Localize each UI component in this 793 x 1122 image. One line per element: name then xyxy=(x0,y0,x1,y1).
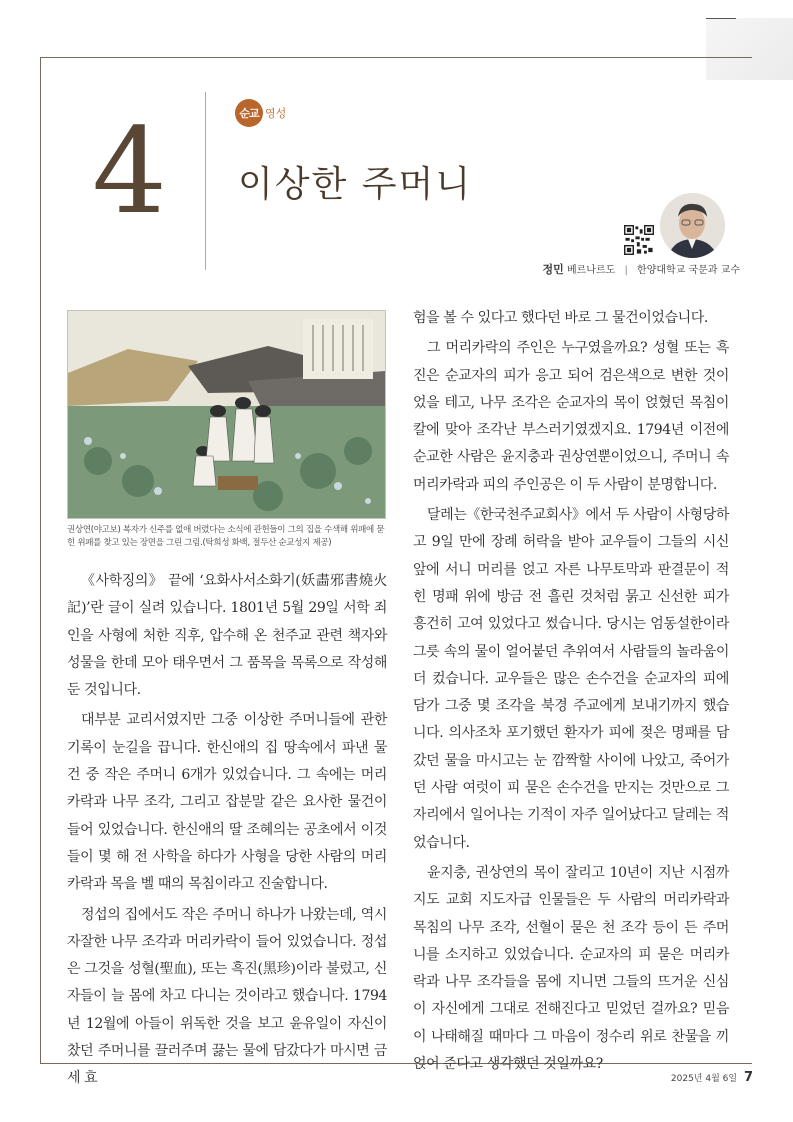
page-title: 이상한 주머니 xyxy=(238,164,473,205)
author-name: 정민 xyxy=(542,263,564,276)
figure-caption: 권상연(야고보) 복자가 신주를 없애 버렸다는 소식에 관헌들이 그의 집을 수색해 위패에 묻힌 위패를 찾고 있는 장면을 그린 그림.(탁희성 화백, 절두산 순교성지 제공) xyxy=(67,525,385,548)
paragraph: 대부분 교리서였지만 그중 이상한 주머니들에 관한 기록이 눈길을 끕니다. 한신애의 집 땅속에서 파낸 물건 중 작은 주머니 6개가 있었습니다. 그 속에는 머리카락과 나무 조각, 그리고 잡분말 같은 요사한 물건이 들어 있었습니다. 한신애의 딸 조혜의는 공초에서 이것들이 몇 해 전 사학을 하다가 사형을 당한 사람의 머리카락과 목을 벨 때의 목침이라고 진술합니다. xyxy=(67,712,387,893)
author-separator: | xyxy=(624,265,628,276)
series-badge xyxy=(235,99,286,127)
body-column-left xyxy=(67,568,387,1096)
paragraph: 윤지충, 권상연의 목이 잘리고 10년이 지난 시점까지도 교회 지도자급 인물들은 두 사람의 머리카락과 목침의 나무 조각, 선혈이 묻은 천 조각 등이 든 주머니를 소지하고 있었습니다. 순교자의 피 묻은 머리카락과 나무 조각들을 몸에 지니면 그들의 뜨거운 신심이 자신에게 그대로 전해진다고 믿었던 걸까요? 믿음이 나태해질 때마다 그 마음이 정수리 위로 찬물을 끼얹어 준다고 생각했던 것일까요? xyxy=(413,864,729,1073)
paragraph: 《사학징의》 끝에 ‘요화사서소화기(妖畵邪書燒火記)’란 글이 실려 있습니다. 1801년 5월 29일 서학 죄인을 사형에 처한 직후, 압수해 온 천주교 관련 책자와 성물을 한데 모아 태우면서 그 품목을 목록으로 작성해 둔 것입니다. xyxy=(67,573,387,699)
paragraph: 험을 볼 수 있다고 했다던 바로 그 물건이었습니다. xyxy=(413,310,708,326)
corner-tick xyxy=(706,18,736,19)
left-rule xyxy=(40,57,41,1064)
body-column-right xyxy=(413,305,729,1081)
series-badge-circle: 순교 xyxy=(235,99,263,127)
issue-date: 2025년 4월 6일 xyxy=(670,1074,738,1084)
title-divider xyxy=(205,92,206,270)
page-number: 7 xyxy=(743,1070,753,1085)
top-rule xyxy=(40,57,752,58)
author-credit xyxy=(543,261,740,277)
author-affiliation: 한양대학교 국문과 교수 xyxy=(637,265,740,276)
corner-decoration xyxy=(706,18,793,80)
article-number: 4 xyxy=(92,102,168,240)
qr-code-icon[interactable] xyxy=(624,225,654,255)
article-illustration xyxy=(67,310,386,519)
paragraph: 정섭의 집에서도 작은 주머니 하나가 나왔는데, 역시 자잘한 나무 조각과 머리카락이 들어 있었습니다. 정섭은 그것을 성혈(聖血), 또는 흑진(黑珍)이라 불렀고, 신자들이 늘 몸에 차고 다니는 것이라고 했습니다. 1794년 12월에 아들이 위독한 것을 보고 윤유일이 자신이 찼던 주머니를 끌러주며 끓는 물에 담갔다가 마시면 금세 효 xyxy=(67,906,387,1087)
author-avatar xyxy=(660,193,725,258)
series-badge-suffix: 영성 xyxy=(265,107,287,120)
page-footer xyxy=(671,1070,753,1085)
paragraph: 달레는《한국천주교회사》에서 두 사람이 사형당하고 9일 만에 장례 허락을 받아 교우들이 그들의 시신 앞에 서니 머리를 얹고 자른 나무토막과 판결문이 적힌 명패 위에 방금 전 흘린 것처럼 묽고 신선한 피가 흥건히 고여 있었다고 썼습니다. 당시는 엄동설한이라 그릇 속의 물이 얼어붙던 추위여서 사람들의 놀라움이 더 컸습니다. 교우들은 많은 손수건을 순교자의 피에 담가 그중 몇 조각을 북경 주교에게 보내기까지 했습니다. 의사조차 포기했던 환자가 피에 젖은 명패를 담갔던 물을 마시고는 눈 깜짝할 사이에 나았고, 죽어가던 사람 여럿이 피 묻은 손수건을 만지는 것만으로 그 자리에서 일어나는 기적이 자주 일어났다고 달레는 적었습니다. xyxy=(413,507,729,851)
author-baptismal-name: 베르나르도 xyxy=(566,265,616,276)
paragraph: 그 머리카락의 주인은 누구였을까요? 성혈 또는 흑진은 순교자의 피가 응고 되어 검은색으로 변한 것이었을 테고, 나무 조각은 순교자의 목이 얹혔던 목침이 칼에 맞아 조각난 부스러기였겠지요. 1794년 이전에 순교한 사람은 윤지충과 권상연뿐이었으니, 주머니 속 머리카락과 피의 주인공은 이 두 사람이 분명합니다. xyxy=(413,340,729,493)
